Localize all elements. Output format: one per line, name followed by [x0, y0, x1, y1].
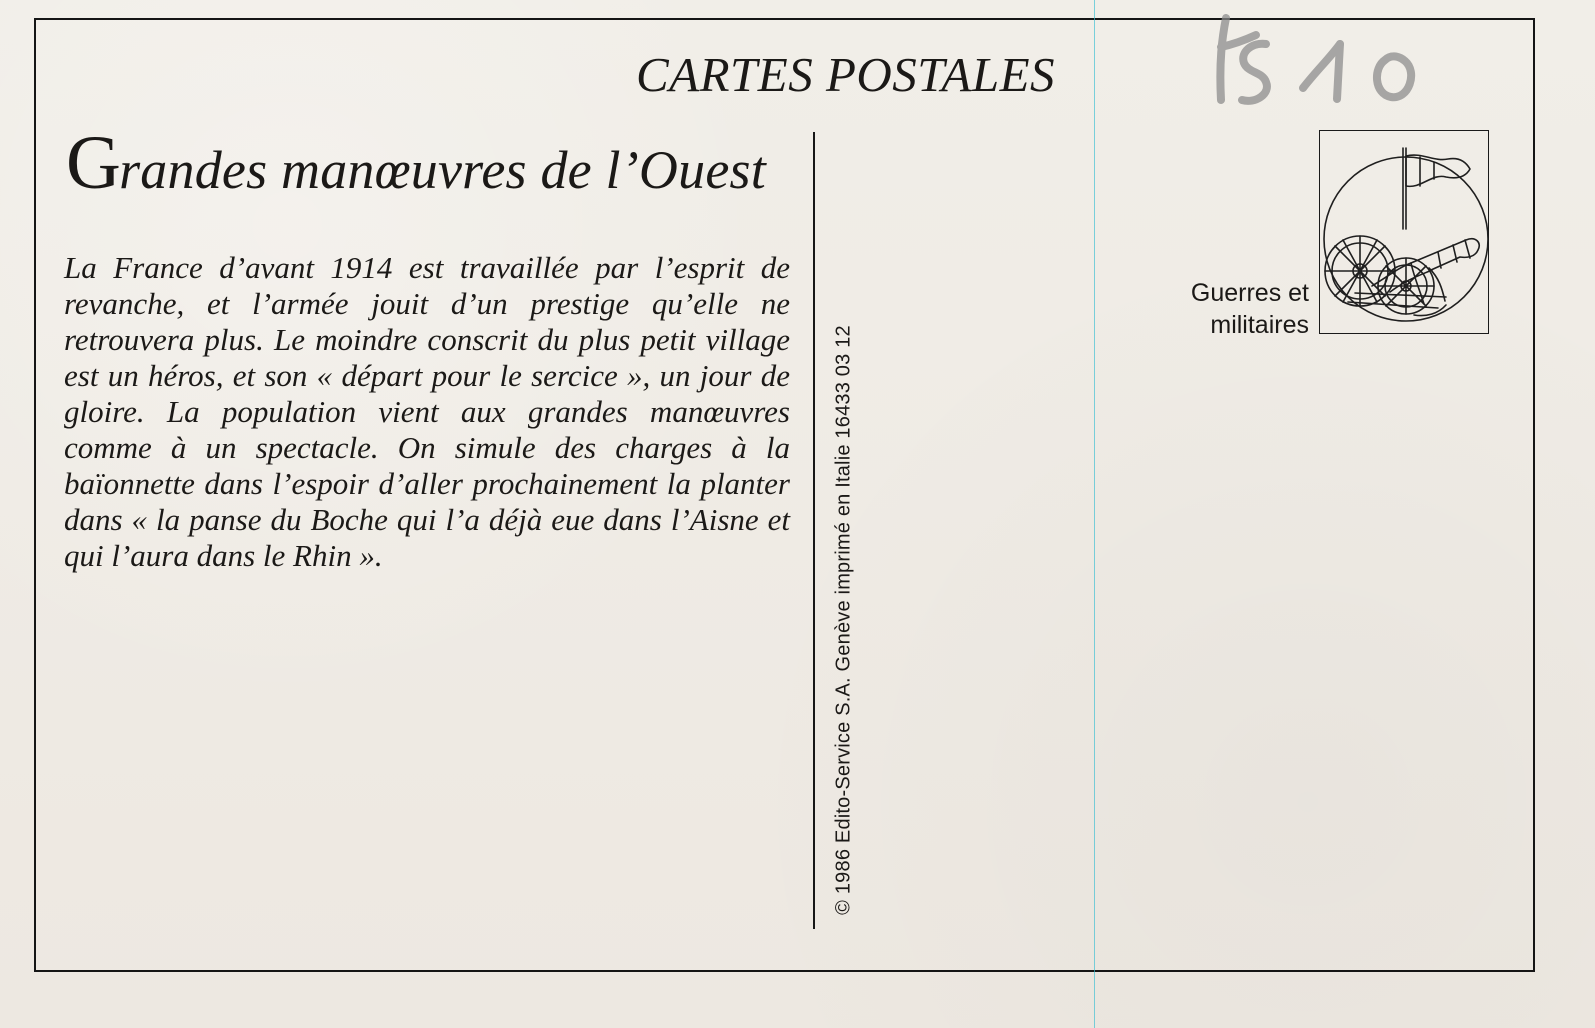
title-initial: G [66, 121, 122, 205]
card-header: CARTES POSTALES [636, 47, 1056, 102]
pencil-handwriting-icon [1208, 0, 1438, 120]
vertical-divider [813, 132, 815, 929]
category-label-line-1: Guerres et [1190, 279, 1309, 307]
description-paragraph: La France d’avant 1914 est travaillée par l’esprit de revanche, et l’armée jouit d’un prestige qu’elle ne retrouvera plus. Le moindre conscrit du plus petit village est un héros, et son « départ pour le sercice », un jour de gloire. La population vient aux grandes manœuvres comme à un spectacle. On simule des charges à la baïonnette dans l’espoir d’aller prochainement la planter dans « la panse du Boche qui l’a déjà eue dans l’Aisne et qui l’aura dans le Rhin ». [64, 250, 790, 573]
cannon-flag-icon [1320, 131, 1490, 335]
stamp-box [1319, 130, 1489, 334]
category-label [1145, 277, 1309, 341]
page-title [66, 120, 766, 207]
title-text: randes manœuvres de l’Ouest [119, 140, 766, 200]
publisher-copyright: © 1986 Edito-Service S.A. Genève imprimé en Italie 16433 03 12 [832, 325, 855, 915]
category-label-line-2: militaires [1210, 311, 1309, 339]
cyan-guide-line [1094, 0, 1095, 1028]
